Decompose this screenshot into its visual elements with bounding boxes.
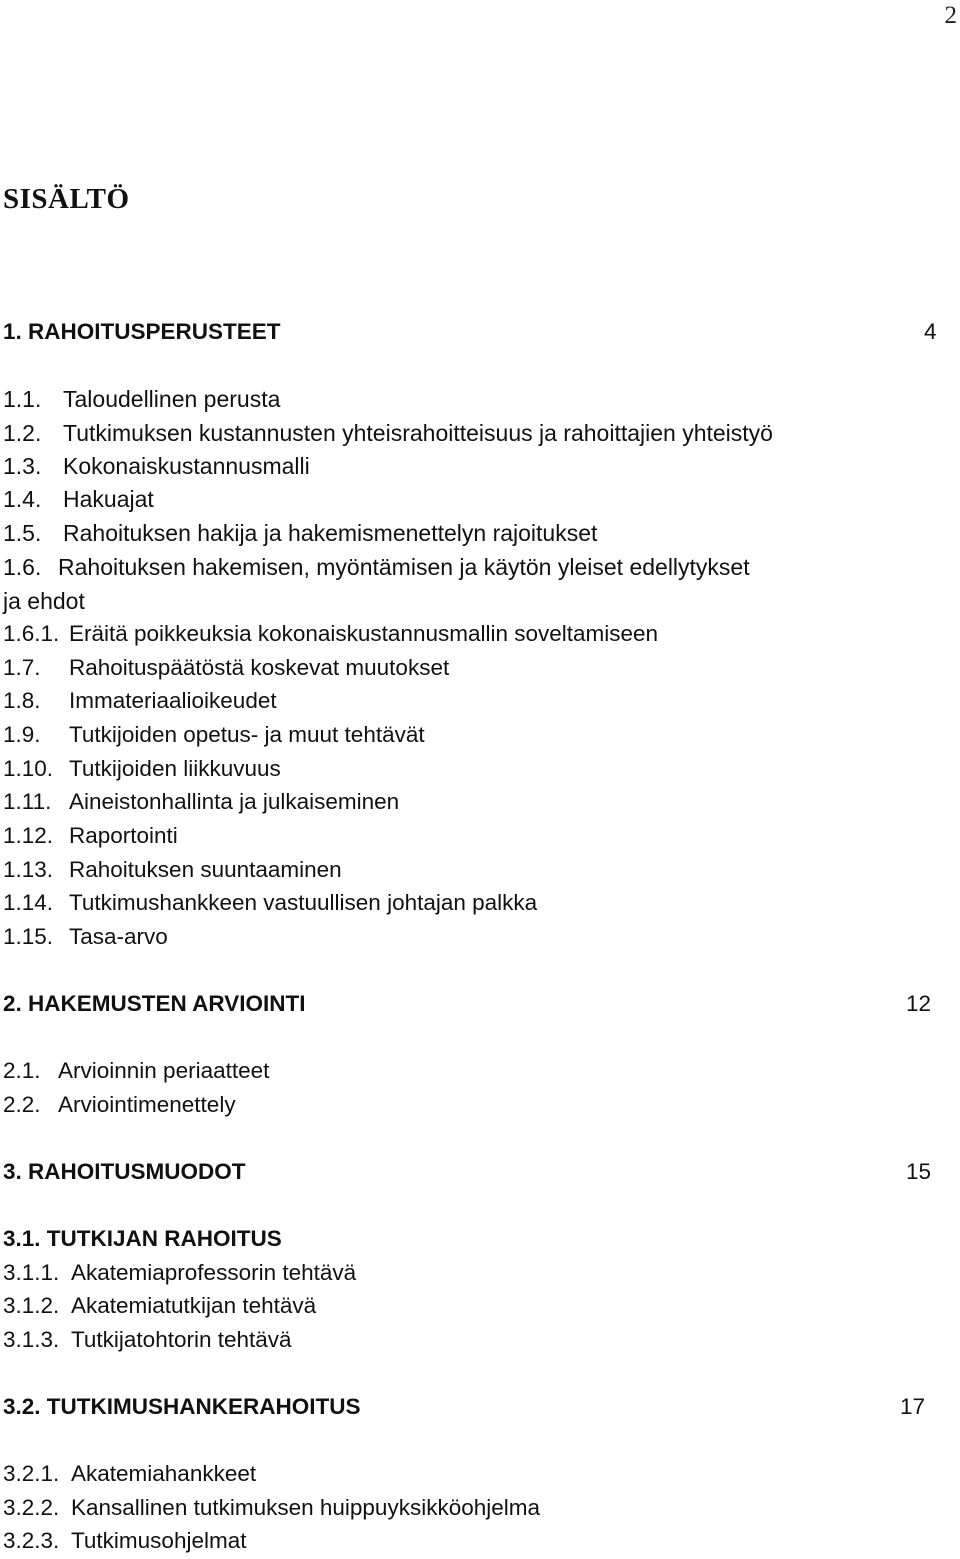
toc-item-1-7[interactable]: 1.7. Rahoituspäätöstä koskevat muutokset: [3, 655, 450, 680]
toc-section-2-page: 12: [906, 991, 932, 1016]
toc-item-1-9[interactable]: 1.9. Tutkijoiden opetus- ja muut tehtävät: [3, 722, 425, 747]
toc-item-1-15[interactable]: 1.15. Tasa-arvo: [3, 924, 168, 949]
toc-item-3-2-2[interactable]: 3.2.2. Kansallinen tutkimuksen huippuyksikköohjelma: [3, 1495, 541, 1520]
toc-item-1-6-continuation: ja ehdot: [3, 588, 85, 614]
toc-item-1-5[interactable]: 1.5. Rahoituksen hakija ja hakemismenettelyn rajoitukset: [3, 520, 598, 546]
toc-item-1-2[interactable]: 1.2. Tutkimuksen kustannusten yhteisrahoitteisuus ja rahoittajien yhteistyö: [3, 420, 773, 446]
toc-section-1[interactable]: 1. RAHOITUSPERUSTEET: [3, 319, 281, 344]
toc-item-1-3[interactable]: 1.3. Kokonaiskustannusmalli: [3, 453, 310, 479]
toc-item-1-4[interactable]: 1.4. Hakuajat: [3, 486, 154, 512]
toc-section-1-page: 4: [924, 319, 937, 344]
toc-section-2[interactable]: 2. HAKEMUSTEN ARVIOINTI: [3, 991, 306, 1016]
toc-item-3-1-1[interactable]: 3.1.1. Akatemiaprofessorin tehtävä: [3, 1260, 357, 1285]
toc-item-1-14[interactable]: 1.14. Tutkimushankkeen vastuullisen johtajan palkka: [3, 890, 538, 915]
toc-item-3-2-1[interactable]: 3.2.1. Akatemiahankkeet: [3, 1461, 257, 1486]
toc-item-1-6[interactable]: 1.6. Rahoituksen hakemisen, myöntämisen ja käytön yleiset edellytykset: [3, 554, 750, 580]
page-number: 2: [944, 2, 957, 29]
toc-section-3-page: 15: [906, 1159, 932, 1184]
toc-item-1-12[interactable]: 1.12. Raportointi: [3, 823, 178, 848]
toc-item-1-13[interactable]: 1.13. Rahoituksen suuntaaminen: [3, 857, 342, 882]
toc-item-3-1-3[interactable]: 3.1.3. Tutkijatohtorin tehtävä: [3, 1327, 292, 1352]
toc-item-2-2[interactable]: 2.2. Arviointimenettely: [3, 1092, 236, 1117]
toc-item-1-1[interactable]: 1.1. Taloudellinen perusta: [3, 386, 281, 412]
toc-section-3-1[interactable]: 3.1. TUTKIJAN RAHOITUS: [3, 1226, 282, 1251]
toc-item-1-8[interactable]: 1.8. Immateriaalioikeudet: [3, 688, 277, 713]
toc-section-3-2-page: 17: [900, 1394, 926, 1419]
toc-item-1-10[interactable]: 1.10. Tutkijoiden liikkuvuus: [3, 756, 281, 781]
toc-item-3-1-2[interactable]: 3.1.2. Akatemiatutkijan tehtävä: [3, 1293, 317, 1318]
toc-item-1-6-1[interactable]: 1.6.1. Eräitä poikkeuksia kokonaiskustannusmallin soveltamiseen: [3, 621, 659, 646]
toc-item-2-1[interactable]: 2.1. Arvioinnin periaatteet: [3, 1058, 270, 1083]
toc-title: SISÄLTÖ: [3, 183, 130, 215]
toc-item-3-2-3[interactable]: 3.2.3. Tutkimusohjelmat: [3, 1528, 247, 1553]
toc-section-3-2[interactable]: 3.2. TUTKIMUSHANKERAHOITUS: [3, 1394, 361, 1419]
toc-section-3[interactable]: 3. RAHOITUSMUODOT: [3, 1159, 246, 1184]
toc-item-1-11[interactable]: 1.11. Aineistonhallinta ja julkaiseminen: [3, 789, 400, 814]
